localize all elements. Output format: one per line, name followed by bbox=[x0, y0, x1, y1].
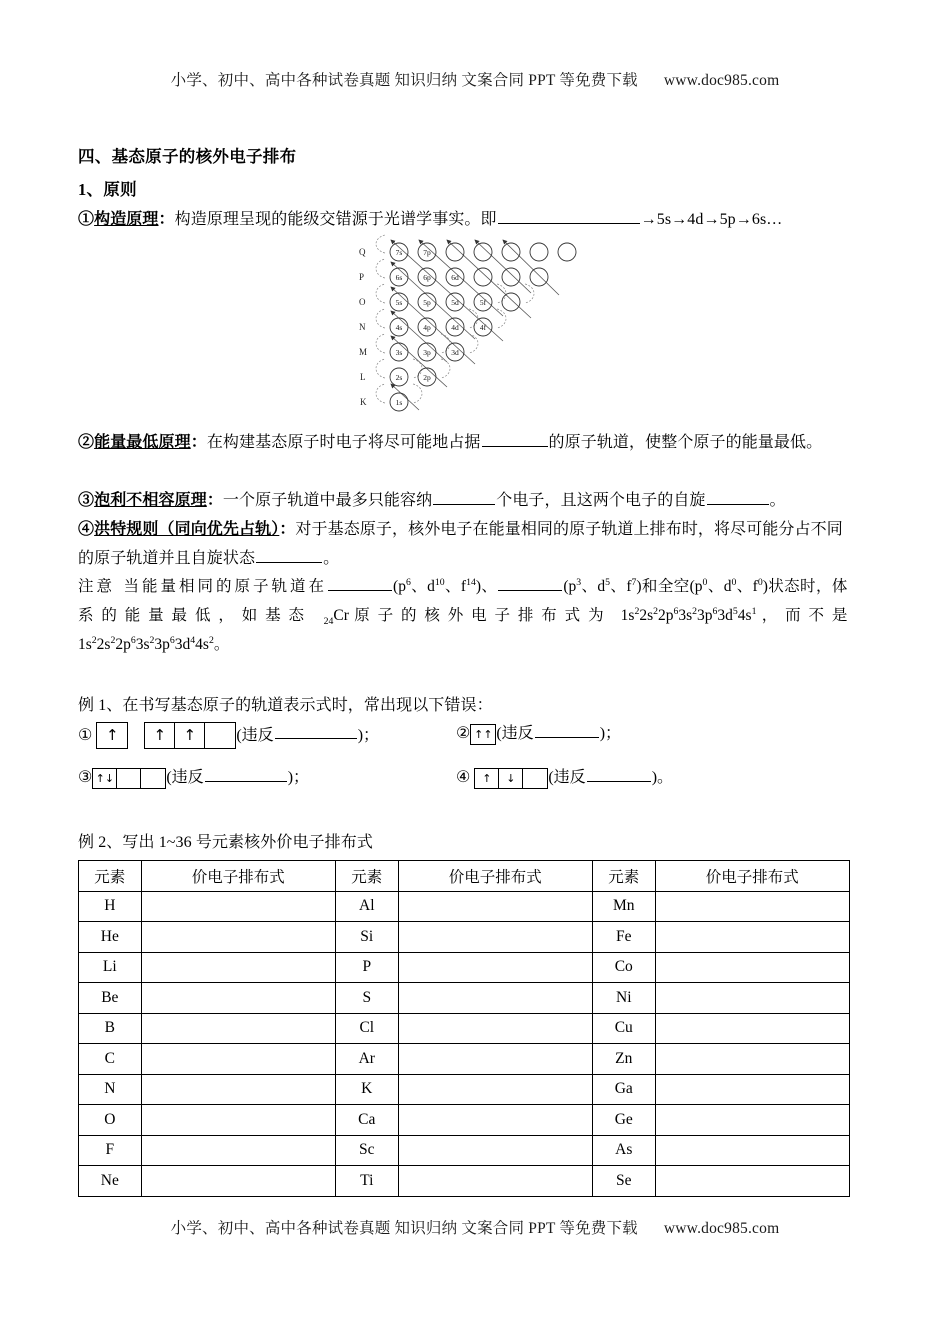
example-1-title: 例 1、在书写基态原子的轨道表示式时，常出现以下错误： bbox=[78, 697, 493, 714]
element-cell: Be bbox=[79, 983, 142, 1014]
fill-blank-2[interactable] bbox=[482, 431, 548, 447]
note-paren-b: ($p^3$、$d^5$、$f^7$)和全空($p^0$、$d^0$、$f^0$)状态时， bbox=[563, 576, 832, 595]
principle-1-marker: ① bbox=[78, 211, 95, 228]
principle-4-marker: ④ bbox=[78, 521, 95, 538]
cr-atomic-number: 24 bbox=[323, 616, 334, 628]
element-cell: K bbox=[335, 1074, 398, 1105]
table-row bbox=[79, 1135, 850, 1166]
svg-text:Q: Q bbox=[359, 247, 366, 257]
principle-3-name: 泡利不相容原理 bbox=[94, 492, 207, 509]
svg-text:4f: 4f bbox=[479, 323, 487, 332]
footer-watermark-url: www.doc985.com bbox=[663, 1220, 780, 1237]
svg-text:5s: 5s bbox=[395, 298, 403, 307]
element-cell: Cl bbox=[335, 1013, 398, 1044]
svg-text:P: P bbox=[359, 272, 365, 282]
table-row bbox=[79, 891, 850, 922]
svg-text:N: N bbox=[359, 322, 366, 332]
element-cell: Ar bbox=[335, 1044, 398, 1075]
note-sup-f-c: 0 bbox=[757, 576, 763, 588]
item-3-tail: )； bbox=[287, 769, 310, 787]
item-2-violate-label: (违反 bbox=[496, 725, 534, 743]
element-cell: Co bbox=[592, 952, 655, 983]
footer-watermark bbox=[0, 1216, 950, 1238]
principle-1-name: 构造原理 bbox=[94, 211, 159, 228]
header-watermark-text: 小学、初中、高中各种试卷真题 知识归纳 文案合同 PPT 等免费下载 bbox=[170, 72, 638, 89]
svg-text:3d: 3d bbox=[451, 348, 459, 357]
config-cell[interactable] bbox=[398, 1074, 592, 1105]
table-row bbox=[79, 952, 850, 983]
item-4-marker: ④ bbox=[456, 769, 471, 787]
config-cell[interactable] bbox=[141, 922, 335, 953]
element-cell: Ni bbox=[592, 983, 655, 1014]
orbital-box-group-2a bbox=[470, 724, 496, 745]
element-cell: Ge bbox=[592, 1105, 655, 1136]
element-cell: Se bbox=[592, 1166, 655, 1197]
orbital-cell-empty bbox=[523, 769, 547, 788]
table-row bbox=[79, 922, 850, 953]
electron-arrow-up: ↑ bbox=[106, 726, 119, 744]
orbital-cell bbox=[145, 723, 175, 748]
header-watermark-url: www.doc985.com bbox=[663, 72, 780, 89]
example-1-item-4 bbox=[456, 766, 673, 789]
electron-arrow-pair-parallel: ↑↑ bbox=[474, 727, 493, 741]
cr-config-correct: $1s^22s^22p^63s^23p^63d^54s^1$ bbox=[620, 605, 757, 624]
config-cell[interactable] bbox=[141, 1044, 335, 1075]
note-seg-5: 。 bbox=[213, 636, 230, 653]
orbital-cell bbox=[93, 769, 117, 788]
svg-text:5p: 5p bbox=[423, 298, 431, 307]
element-cell: Mn bbox=[592, 891, 655, 922]
example-1-item-1 bbox=[78, 722, 379, 749]
table-row bbox=[79, 1166, 850, 1197]
note-sup-d-a: 10 bbox=[434, 576, 445, 588]
electron-arrow-up: ↑ bbox=[482, 771, 492, 785]
principle-3-text-before: 一个原子轨道中最多只能容纳 bbox=[222, 492, 433, 509]
example-1-item-2 bbox=[456, 722, 621, 745]
orbital-cell bbox=[499, 769, 523, 788]
principle-4-text-before: 对于基态原子，核外电子在能量相同的原子轨道上排布时，将尽可能分占不同的原子轨道并且自旋状态 bbox=[78, 521, 843, 567]
config-cell[interactable] bbox=[398, 922, 592, 953]
table-row bbox=[79, 1105, 850, 1136]
principle-2 bbox=[78, 428, 850, 457]
svg-text:3s: 3s bbox=[395, 348, 403, 357]
orbital-box-group-4a bbox=[474, 768, 548, 789]
svg-text:7p: 7p bbox=[423, 248, 431, 257]
config-cell[interactable] bbox=[398, 952, 592, 983]
orbital-cell-empty bbox=[141, 769, 165, 788]
config-cell[interactable] bbox=[398, 1013, 592, 1044]
footer-watermark-text: 小学、初中、高中各种试卷真题 知识归纳 文案合同 PPT 等免费下载 bbox=[170, 1220, 638, 1237]
element-cell: F bbox=[79, 1135, 142, 1166]
electron-arrow-pair-opposite: ↑↓ bbox=[95, 771, 115, 785]
element-cell: Si bbox=[335, 922, 398, 953]
svg-text:2s: 2s bbox=[395, 373, 403, 382]
item-1-tail: )； bbox=[357, 726, 380, 744]
note-sup-p-a: 6 bbox=[405, 576, 411, 588]
svg-text:K: K bbox=[360, 397, 367, 407]
fill-blank-3b[interactable] bbox=[707, 489, 769, 505]
element-cell: O bbox=[79, 1105, 142, 1136]
fill-blank-ex1-4[interactable] bbox=[587, 766, 651, 782]
fill-blank-1[interactable] bbox=[498, 208, 640, 224]
principle-3 bbox=[78, 486, 850, 515]
element-cell: H bbox=[79, 891, 142, 922]
item-2-tail: )； bbox=[599, 725, 622, 743]
note-sup-f-b: 7 bbox=[631, 576, 637, 588]
col-header-config-3: 价电子排布式 bbox=[655, 861, 849, 892]
config-cell[interactable] bbox=[655, 1044, 849, 1075]
note-paragraph bbox=[78, 572, 850, 659]
principle-3-marker: ③ bbox=[78, 492, 95, 509]
example-2-title: 例 2、写出 1~36 号元素核外价电子排布式 bbox=[78, 834, 373, 851]
principle-1-text-before: 构造原理呈现的能级交错源于光谱学事实。即 bbox=[174, 211, 497, 228]
svg-text:5f: 5f bbox=[479, 298, 487, 307]
config-cell[interactable] bbox=[398, 1105, 592, 1136]
config-cell[interactable] bbox=[655, 1105, 849, 1136]
config-cell[interactable] bbox=[655, 922, 849, 953]
fill-blank-ex1-2[interactable] bbox=[535, 722, 599, 738]
note-seg-4: ，而不是 bbox=[756, 607, 851, 624]
config-cell[interactable] bbox=[655, 983, 849, 1014]
note-sup-f-a: 14 bbox=[466, 576, 476, 588]
svg-text:6p: 6p bbox=[423, 273, 431, 282]
svg-text:3p: 3p bbox=[423, 348, 431, 357]
fill-blank-note-a[interactable] bbox=[328, 575, 392, 591]
note-sup-d-b: 5 bbox=[605, 576, 611, 588]
item-1-violate-label: (违反 bbox=[236, 726, 274, 744]
cr-config-wrong: $1s^22s^22p^63s^23p^63d^44s^2$ bbox=[78, 634, 214, 653]
config-cell[interactable] bbox=[141, 1105, 335, 1136]
orbital-cell-empty bbox=[117, 769, 141, 788]
col-header-element-3: 元素 bbox=[592, 861, 655, 892]
item-3-violate-label: (违反 bbox=[166, 769, 204, 787]
principle-2-text-before: 在构建基态原子时电子将尽可能地占据 bbox=[206, 434, 481, 451]
svg-text:O: O bbox=[359, 297, 366, 307]
orbital-cell bbox=[97, 723, 127, 748]
header-watermark bbox=[0, 68, 950, 90]
element-cell: C bbox=[79, 1044, 142, 1075]
item-4-tail: )。 bbox=[651, 769, 674, 787]
page-title: 四、基态原子的核外电子排布 bbox=[78, 147, 297, 166]
principle-3-text-after: 。 bbox=[769, 492, 786, 509]
config-cell[interactable] bbox=[655, 1074, 849, 1105]
col-header-config-2: 价电子排布式 bbox=[398, 861, 592, 892]
note-sup-p-c: 0 bbox=[702, 576, 708, 588]
svg-text:7s: 7s bbox=[395, 248, 403, 257]
item-4-violate-label: (违反 bbox=[548, 769, 586, 787]
principle-2-text-after: 的原子轨道，使整个原子的能量最低。 bbox=[548, 434, 823, 451]
config-cell[interactable] bbox=[398, 1166, 592, 1197]
principle-4-text-after: 。 bbox=[323, 550, 340, 567]
element-cell: Zn bbox=[592, 1044, 655, 1075]
element-cell: S bbox=[335, 983, 398, 1014]
config-cell[interactable] bbox=[141, 1074, 335, 1105]
cr-symbol: Cr bbox=[333, 607, 349, 624]
orbital-box-group-3a bbox=[92, 768, 166, 789]
element-cell: B bbox=[79, 1013, 142, 1044]
principle-1-text-after: →5s→4d→5p→6s… bbox=[640, 211, 783, 228]
item-2-marker: ② bbox=[456, 725, 471, 743]
svg-text:4d: 4d bbox=[451, 323, 459, 332]
config-cell[interactable] bbox=[398, 891, 592, 922]
config-cell[interactable] bbox=[655, 1013, 849, 1044]
config-cell[interactable] bbox=[655, 1166, 849, 1197]
fill-blank-ex1-1[interactable] bbox=[275, 723, 357, 739]
item-3-marker: ③ bbox=[78, 769, 93, 787]
config-cell[interactable] bbox=[398, 1044, 592, 1075]
orbital-cell bbox=[475, 769, 499, 788]
config-cell[interactable] bbox=[655, 952, 849, 983]
note-seg-1: 当能量相同的原子轨道在 bbox=[123, 578, 328, 595]
principle-1 bbox=[78, 205, 850, 234]
table-row bbox=[79, 1013, 850, 1044]
principle-2-marker: ② bbox=[78, 434, 95, 451]
orbital-box-group-1a bbox=[96, 722, 128, 749]
note-sup-p-b: 3 bbox=[576, 576, 582, 588]
config-cell[interactable] bbox=[398, 1135, 592, 1166]
config-cell[interactable] bbox=[141, 1135, 335, 1166]
config-cell[interactable] bbox=[141, 1013, 335, 1044]
svg-text:4p: 4p bbox=[423, 323, 431, 332]
config-cell[interactable] bbox=[398, 983, 592, 1014]
svg-text:4s: 4s bbox=[395, 323, 403, 332]
note-label: 注意 bbox=[78, 578, 115, 595]
col-header-element-1: 元素 bbox=[79, 861, 142, 892]
principle-2-colon: ： bbox=[190, 434, 207, 451]
config-cell[interactable] bbox=[141, 891, 335, 922]
fill-blank-3a[interactable] bbox=[433, 489, 495, 505]
svg-text:M: M bbox=[359, 347, 368, 357]
col-header-element-2: 元素 bbox=[335, 861, 398, 892]
col-header-config-1: 价电子排布式 bbox=[141, 861, 335, 892]
table-row bbox=[79, 1074, 850, 1105]
note-sup-d-c: 0 bbox=[731, 576, 737, 588]
svg-text:6s: 6s bbox=[395, 273, 403, 282]
principle-2-name: 能量最低原理 bbox=[94, 434, 191, 451]
orbital-cell bbox=[175, 723, 205, 748]
valence-electron-table bbox=[78, 860, 850, 1197]
config-cell[interactable] bbox=[655, 891, 849, 922]
principle-4-colon: ： bbox=[279, 521, 296, 538]
element-cell: He bbox=[79, 922, 142, 953]
table-row bbox=[79, 983, 850, 1014]
principle-3-colon: ： bbox=[206, 492, 223, 509]
principle-1-colon: ： bbox=[158, 211, 175, 228]
construction-principle-diagram bbox=[355, 232, 605, 417]
table-row bbox=[79, 1044, 850, 1075]
note-seg-3: 原子的核外电子排布式为 bbox=[348, 607, 612, 624]
item-1-marker: ① bbox=[78, 726, 93, 744]
subsection-title: 1、原则 bbox=[78, 180, 137, 199]
example-1-item-3 bbox=[78, 766, 309, 789]
element-cell: Al bbox=[335, 891, 398, 922]
config-cell[interactable] bbox=[141, 1166, 335, 1197]
element-cell: Ga bbox=[592, 1074, 655, 1105]
element-cell: Li bbox=[79, 952, 142, 983]
config-cell[interactable] bbox=[141, 952, 335, 983]
fill-blank-4[interactable] bbox=[256, 547, 322, 563]
orbital-cell bbox=[471, 725, 495, 744]
table-header-row bbox=[79, 861, 850, 892]
principle-3-text-mid: 个电子，且这两个电子的自旋 bbox=[496, 492, 706, 509]
principle-4 bbox=[78, 515, 850, 573]
principle-4-name: 洪特规则（同向优先占轨） bbox=[94, 521, 280, 538]
element-cell: Ti bbox=[335, 1166, 398, 1197]
config-cell[interactable] bbox=[141, 983, 335, 1014]
electron-arrow-down: ↓ bbox=[506, 771, 516, 785]
svg-text:6d: 6d bbox=[451, 273, 459, 282]
svg-text:1s: 1s bbox=[395, 398, 403, 407]
orbital-cell-empty bbox=[205, 723, 235, 748]
svg-text:2p: 2p bbox=[423, 373, 431, 382]
element-cell: As bbox=[592, 1135, 655, 1166]
element-cell: Ne bbox=[79, 1166, 142, 1197]
element-cell: Fe bbox=[592, 922, 655, 953]
fill-blank-note-b[interactable] bbox=[498, 575, 562, 591]
fill-blank-ex1-3[interactable] bbox=[205, 766, 287, 782]
note-paren-a: ($p^6$、$d^{10}$、$f^{14}$)、 bbox=[393, 576, 498, 595]
note-seg-2: 体系的能量最低，如基态 bbox=[78, 578, 850, 624]
element-cell: Ca bbox=[335, 1105, 398, 1136]
element-cell: N bbox=[79, 1074, 142, 1105]
element-cell: Sc bbox=[335, 1135, 398, 1166]
config-cell[interactable] bbox=[655, 1135, 849, 1166]
electron-arrow-up: ↑ bbox=[153, 726, 167, 744]
electron-arrow-up: ↑ bbox=[183, 726, 197, 744]
orbital-box-group-1b bbox=[144, 722, 236, 749]
element-cell: P bbox=[335, 952, 398, 983]
element-cell: Cu bbox=[592, 1013, 655, 1044]
svg-text:5d: 5d bbox=[451, 298, 459, 307]
svg-text:L: L bbox=[360, 372, 366, 382]
